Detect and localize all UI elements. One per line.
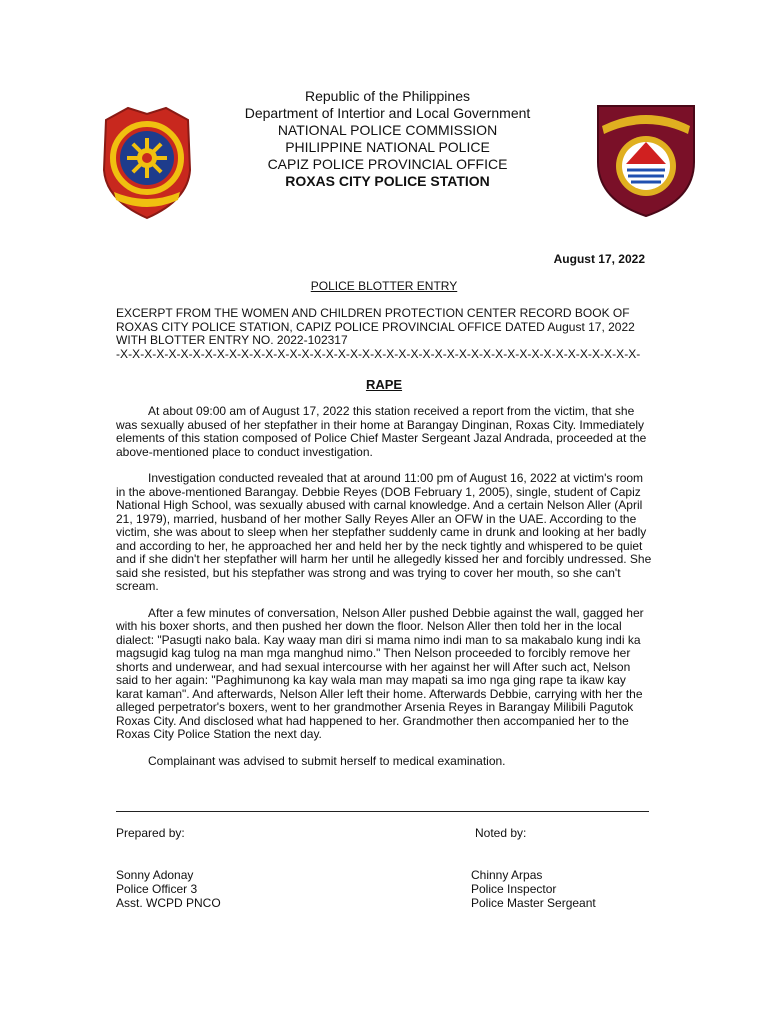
- prepared-by-label: Prepared by:: [116, 826, 185, 840]
- prepared-by-signatory: [116, 868, 221, 910]
- prepared-rank: Police Officer 3: [116, 882, 198, 896]
- paragraph-report-received: At about 09:00 am of August 17, 2022 this station received a report from the victim, that she was sexually abused of her stepfather in their home at Barangay Dinginan, Roxas City. Immediately elements of this station composed of Police Chief Master Sergeant Jazal Andrada, proceeded at the above-mentioned place to conduct investigation.: [116, 404, 647, 459]
- noted-position: Police Master Sergeant: [471, 896, 596, 910]
- document-date: August 17, 2022: [553, 252, 645, 266]
- header-napolcom: NATIONAL POLICE COMMISSION: [277, 122, 498, 138]
- letterhead: [180, 88, 595, 190]
- excerpt-text: EXCERPT FROM THE WOMEN AND CHILDREN PROTECTION CENTER RECORD BOOK OF ROXAS CITY POLICE STATION, CAPIZ POLICE PROVINCIAL OFFICE DATED August 17, 2022 WITH BLOTTER ENTRY NO. 2022-102317: [116, 306, 635, 347]
- capiz-ppo-logo: [594, 100, 698, 218]
- header-station: ROXAS CITY POLICE STATION: [285, 173, 490, 189]
- header-department: Department of Intertior and Local Government: [244, 105, 531, 121]
- paragraph-advice: Complainant was advised to submit herself to medical examination.: [148, 753, 506, 768]
- noted-rank: Police Inspector: [471, 882, 557, 896]
- prepared-name: Sonny Adonay: [116, 868, 194, 882]
- signature-divider: [116, 811, 649, 812]
- header-pnp: PHILIPPINE NATIONAL POLICE: [285, 139, 490, 155]
- paragraph-investigation: Investigation conducted revealed that at around 11:00 pm of August 16, 2022 at victim's room in the above-mentioned Barangay. Debbie Reyes (DOB February 1, 2005), single, student of Capiz National High School, was sexually abused with carnal knowledge. And a certain Nelson Aller (April 21, 1979), married, husband of her mother Sally Reyes Aller an OFW in the UAE. According to the victim, she was about to sleep when her stepfather suddenly came in drunk and looking at her badly and according to her, he approached her and held her by the neck tightly and whispered to be quiet and if she didn't her stepfather will harm her until he allegedly kissed her and forcibly undressed. She said she resisted, but his stepfather was strong and was trying to cover her mouth, so she can't scream.: [116, 471, 652, 593]
- noted-by-signatory: [471, 868, 596, 910]
- noted-by-label: Noted by:: [475, 826, 527, 840]
- case-title: RAPE: [365, 377, 403, 392]
- header-provincial-office: CAPIZ POLICE PROVINCIAL OFFICE: [267, 156, 508, 172]
- header-republic: Republic of the Philippines: [305, 88, 470, 104]
- noted-name: Chinny Arpas: [471, 868, 543, 882]
- document-title: POLICE BLOTTER ENTRY: [310, 279, 458, 293]
- excerpt-block: [116, 307, 652, 361]
- prepared-position: Asst. WCPD PNCO: [116, 896, 221, 910]
- report-body: [116, 405, 652, 781]
- paragraph-incident-details: After a few minutes of conversation, Nelson Aller pushed Debbie against the wall, gagged her with his boxer shorts, and then pushed her down the floor. Nelson Aller then told her in the local dialect: "Pasugti nako bala. Kay waay man diri si mama nimo indi man to sa makabalo kung indi ka magsugid kag tulog na man mga manghud nimo." Then Nelson proceeded to forcibly remove her shorts and underwear, and had sexual intercourse with her against her will After such act, Nelson said to her again: "Paghimunong ka kay wala man may mapati sa imo nga ging rape ta ikaw kay karat kaman". And afterwards, Nelson Aller left their home. Afterwards Debbie, carrying with her the alleged perpetrator's boxers, went to her grandmother Arsenia Reyes in Barangay Milibili Pagutok Roxas City. And disclosed what had happened to her. Grandmother then accompanied her to the Roxas City Police Station the next day.: [116, 605, 644, 741]
- x-separator: -X-X-X-X-X-X-X-X-X-X-X-X-X-X-X-X-X-X-X-X-X-X-X-X-X-X-X-X-X-X-X-X-X-X-X-X-X-X-X-X-X-X-X-: [116, 347, 641, 361]
